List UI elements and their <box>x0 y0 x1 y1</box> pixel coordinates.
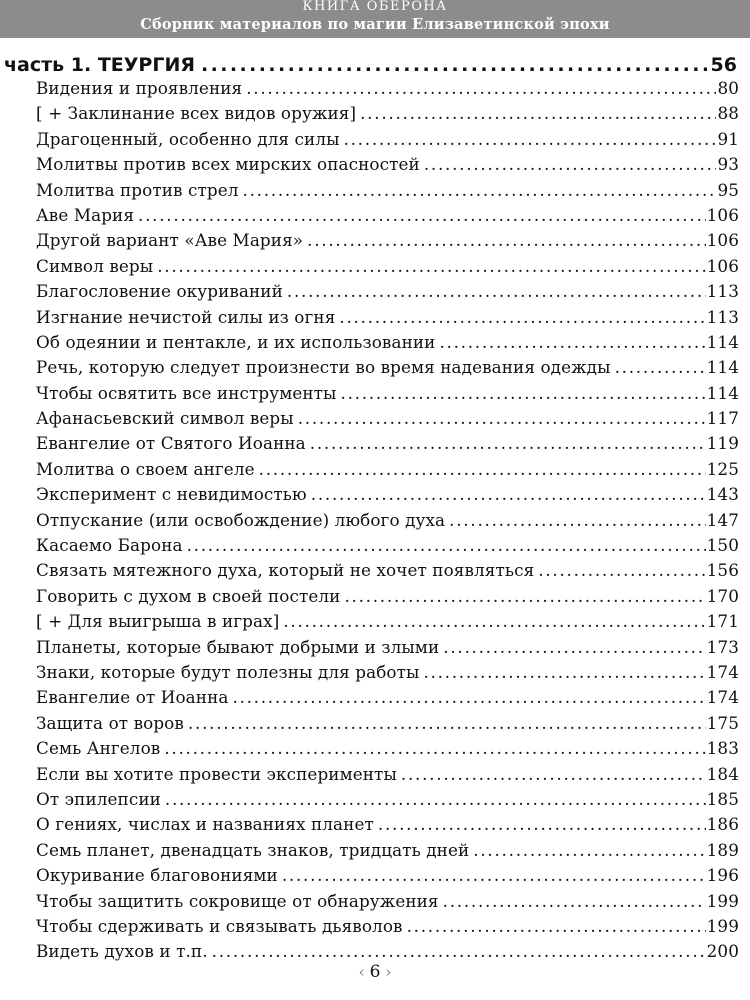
toc-entry-title: Молитвы против всех мирских опасностей <box>36 154 420 175</box>
dot-leader <box>378 812 706 837</box>
dot-leader <box>401 762 706 787</box>
toc-entry-title: Видеть духов и т.п. <box>36 941 208 962</box>
toc-entry[interactable] <box>36 178 739 203</box>
dot-leader <box>538 558 705 583</box>
dot-leader <box>188 711 706 736</box>
toc-entry-title: Семь Ангелов <box>36 738 161 759</box>
toc-entry-title: Изгнание нечистой силы из огня <box>36 306 336 327</box>
part-heading-title: часть 1. ТЕУРГИЯ <box>4 54 195 76</box>
toc-entry-title: Планеты, которые бывают добрыми и злыми <box>36 636 440 657</box>
toc-entry-page: 93 <box>717 154 739 175</box>
toc-entry-title: От эпилепсии <box>36 788 161 809</box>
dot-leader <box>212 939 706 964</box>
toc-entry[interactable] <box>36 203 739 228</box>
toc-entry-page: 185 <box>706 788 739 809</box>
toc-entry[interactable] <box>36 584 739 609</box>
toc-entry-page: 170 <box>706 585 739 606</box>
toc-entry-page: 114 <box>706 357 739 378</box>
toc-entry-title: Молитва о своем ангеле <box>36 458 255 479</box>
toc-entry-page: 88 <box>717 103 739 124</box>
toc-entry-page: 189 <box>706 839 739 860</box>
dot-leader <box>310 431 706 456</box>
dot-leader <box>311 482 706 507</box>
toc-entry-page: 156 <box>706 560 739 581</box>
toc-entry[interactable] <box>36 736 739 761</box>
toc-entry[interactable] <box>36 127 739 152</box>
toc-entry-title: [ + Для выигрыша в играх] <box>36 611 280 632</box>
toc-entry-page: 175 <box>706 712 739 733</box>
toc-entry-page: 184 <box>706 763 739 784</box>
dot-leader <box>339 305 705 330</box>
dot-leader <box>344 584 705 609</box>
dot-leader <box>187 533 706 558</box>
toc-entry-title: Драгоценный, особенно для силы <box>36 128 340 149</box>
left-angle-mark: ‹ <box>358 963 365 981</box>
dot-leader <box>138 203 706 228</box>
toc-entry-title: Семь планет, двенадцать знаков, тридцать дней <box>36 839 470 860</box>
toc-entry-page: 186 <box>706 814 739 835</box>
toc-entry[interactable] <box>36 609 739 634</box>
toc-entry-title: Другой вариант «Аве Мария» <box>36 230 304 251</box>
toc-entry-page: 91 <box>717 128 739 149</box>
toc-entry-page: 147 <box>706 509 739 530</box>
dot-leader <box>424 152 717 177</box>
toc-entry[interactable] <box>36 914 739 939</box>
toc-entry-page: 199 <box>706 915 739 936</box>
dot-leader <box>201 52 707 78</box>
dot-leader <box>307 228 706 253</box>
dot-leader <box>360 101 716 126</box>
toc-entry-title: Афанасьевский символ веры <box>36 408 294 429</box>
toc-entry-title: Аве Мария <box>36 204 135 225</box>
toc-entry-title: Благословение окуриваний <box>36 281 283 302</box>
toc-entry-title: Об одеянии и пентакле, и их использовании <box>36 331 436 352</box>
toc-entry-page: 80 <box>717 78 739 98</box>
toc-entry[interactable] <box>36 254 739 279</box>
toc-entry-page: 117 <box>706 408 739 429</box>
toc-entry[interactable] <box>36 838 739 863</box>
toc-entry[interactable] <box>36 355 739 380</box>
dot-leader <box>449 508 705 533</box>
toc-entry-page: 171 <box>706 611 739 632</box>
toc-entry-title: Символ веры <box>36 255 154 276</box>
toc-entry-page: 199 <box>706 890 739 911</box>
dot-leader <box>439 330 705 355</box>
toc-entry-page: 150 <box>706 535 739 556</box>
dot-leader <box>341 381 706 406</box>
dot-leader <box>407 914 706 939</box>
toc-entry-title: Речь, которую следует произнести во время надевания одежды <box>36 357 611 378</box>
toc-entry-title: Говорить с духом в своей постели <box>36 585 341 606</box>
toc-entry[interactable] <box>36 431 739 456</box>
toc-entry-page: 106 <box>706 204 739 225</box>
toc-entry-title: Эксперимент с невидимостью <box>36 484 307 505</box>
toc-entry-title: Связать мятежного духа, который не хочет появляться <box>36 560 535 581</box>
toc-entry-page: 114 <box>706 331 739 352</box>
toc-entry-page: 106 <box>706 230 739 251</box>
dot-leader <box>287 279 706 304</box>
part-heading[interactable] <box>4 52 737 78</box>
toc-entry[interactable] <box>36 685 739 710</box>
toc-entry-title: Отпускание (или освобождение) любого духа <box>36 509 446 530</box>
toc-entry[interactable] <box>36 863 739 888</box>
toc-entry[interactable] <box>36 711 739 736</box>
toc-entry[interactable] <box>36 558 739 583</box>
toc-entry[interactable] <box>36 76 739 101</box>
part-heading-page: 56 <box>710 54 737 76</box>
toc-entry-title: Знаки, которые будут полезны для работы <box>36 661 420 682</box>
toc-entry[interactable] <box>36 533 739 558</box>
dot-leader <box>282 863 706 888</box>
dot-leader <box>157 254 705 279</box>
toc-entry[interactable] <box>36 330 739 355</box>
toc-entry[interactable] <box>36 305 739 330</box>
toc-entry-page: 196 <box>706 865 739 886</box>
dot-leader <box>344 127 717 152</box>
toc-entry-page: 113 <box>706 306 739 327</box>
dot-leader <box>243 178 717 203</box>
dot-leader <box>246 76 716 101</box>
toc-entry[interactable] <box>36 482 739 507</box>
dot-leader <box>298 406 706 431</box>
running-header <box>0 0 750 38</box>
toc-entry-page: 106 <box>706 255 739 276</box>
dot-leader <box>473 838 705 863</box>
toc-entry-page: 173 <box>706 636 739 657</box>
toc-entry[interactable] <box>36 228 739 253</box>
toc-entry[interactable] <box>36 508 739 533</box>
toc-entry[interactable] <box>36 660 739 685</box>
dot-leader <box>232 685 705 710</box>
dot-leader <box>283 609 705 634</box>
toc-entry-page: 125 <box>706 458 739 479</box>
toc-entry[interactable] <box>36 279 739 304</box>
book-title: КНИГА ОБЕРОНА <box>302 0 448 14</box>
toc-entry-title: О гениях, числах и названиях планет <box>36 814 374 835</box>
toc-entry[interactable] <box>36 635 739 660</box>
dot-leader <box>443 889 706 914</box>
page-footer <box>0 962 750 982</box>
toc-entry-page: 174 <box>706 661 739 682</box>
toc-entry[interactable] <box>36 762 739 787</box>
book-subtitle: Сборник материалов по магии Елизаветинской эпохи <box>140 16 610 33</box>
toc-entry-title: [ + Заклинание всех видов оружия] <box>36 103 357 124</box>
toc-entry[interactable] <box>36 889 739 914</box>
toc-entry-title: Евангелие от Иоанна <box>36 687 229 708</box>
toc-entry-title: Чтобы сдерживать и связывать дьяволов <box>36 915 403 936</box>
table-of-contents <box>36 76 739 965</box>
dot-leader <box>164 736 705 761</box>
toc-entry[interactable] <box>36 812 739 837</box>
toc-entry-page: 174 <box>706 687 739 708</box>
toc-entry-page: 200 <box>706 941 739 962</box>
toc-entry-title: Окуривание благовониями <box>36 865 278 886</box>
toc-entry-title: Видения и проявления <box>36 78 243 98</box>
toc-entry[interactable] <box>36 457 739 482</box>
toc-entry-page: 143 <box>706 484 739 505</box>
dot-leader <box>615 355 706 380</box>
toc-entry-title: Евангелие от Святого Иоанна <box>36 433 306 454</box>
toc-entry-title: Касаемо Барона <box>36 535 183 556</box>
toc-entry[interactable] <box>36 406 739 431</box>
toc-entry[interactable] <box>36 381 739 406</box>
toc-entry-page: 183 <box>706 738 739 759</box>
toc-entry[interactable] <box>36 939 739 964</box>
toc-entry-page: 113 <box>706 281 739 302</box>
dot-leader <box>259 457 706 482</box>
dot-leader <box>165 787 706 812</box>
toc-entry-title: Защита от воров <box>36 712 184 733</box>
toc-entry-page: 114 <box>706 382 739 403</box>
toc-entry-title: Если вы хотите провести эксперименты <box>36 763 397 784</box>
toc-entry-title: Чтобы защитить сокровище от обнаружения <box>36 890 439 911</box>
toc-entry-page: 95 <box>717 179 739 200</box>
right-angle-mark: › <box>385 963 392 981</box>
toc-entry[interactable] <box>36 152 739 177</box>
dot-leader <box>423 660 705 685</box>
toc-entry-page: 119 <box>706 433 739 454</box>
toc-entry[interactable] <box>36 787 739 812</box>
toc-entry[interactable] <box>36 101 739 126</box>
page-number: 6 <box>369 962 381 982</box>
toc-entry-title: Чтобы освятить все инструменты <box>36 382 337 403</box>
dot-leader <box>443 635 705 660</box>
toc-entry-title: Молитва против стрел <box>36 179 239 200</box>
